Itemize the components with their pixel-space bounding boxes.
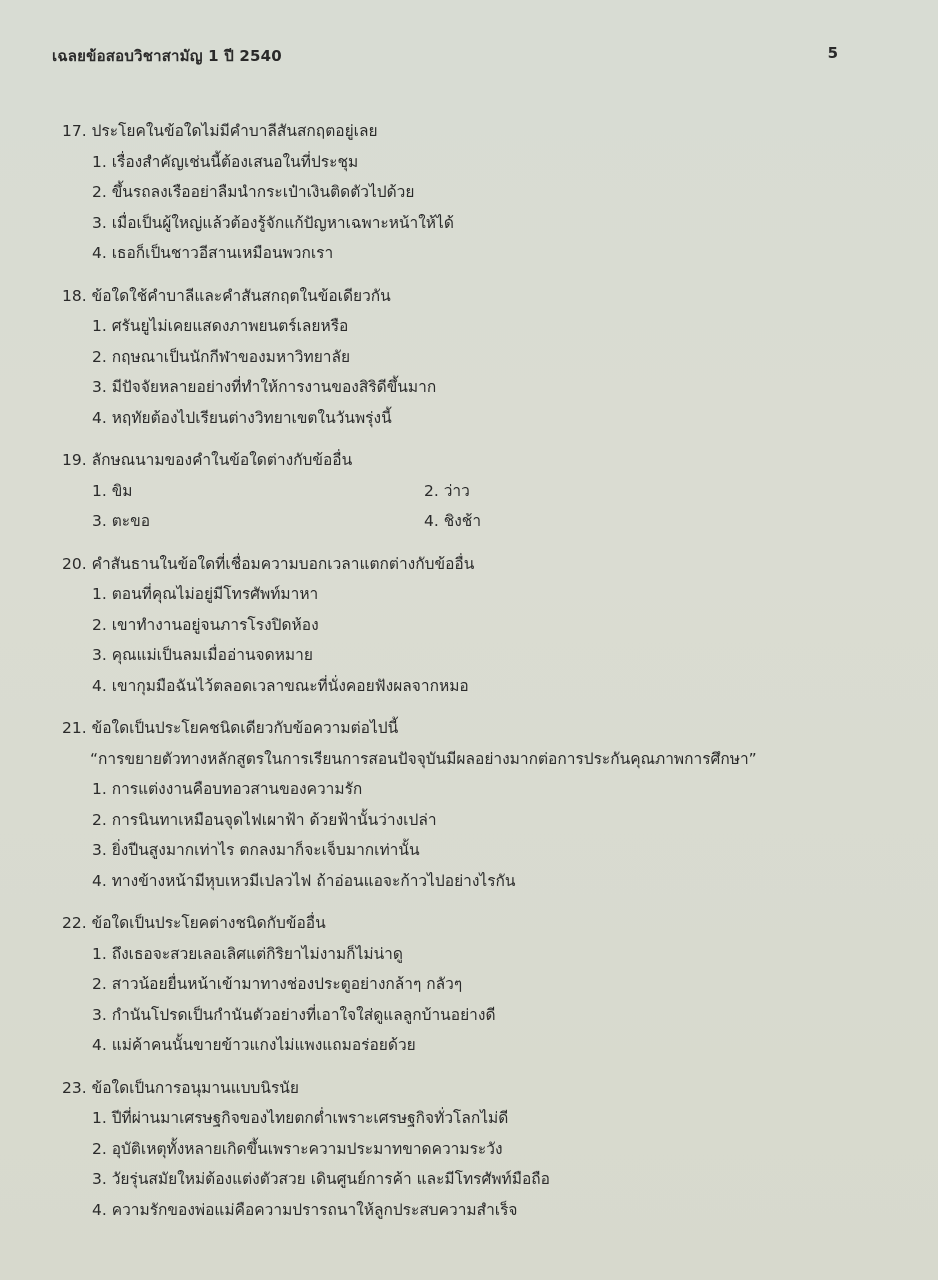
question-stem [62, 549, 892, 580]
question-stem [62, 1073, 892, 1104]
question-text: ประโยคในข้อใดไม่มีคำบาลีสันสกฤตอยู่เลย [91, 122, 378, 140]
question-17 [62, 116, 892, 269]
question-text: ข้อใดเป็นประโยคชนิดเดียวกับข้อความต่อไปนี้ [91, 719, 399, 737]
option-4: 4. เขากุมมือฉันไว้ตลอดเวลาขณะที่นั่งคอยฟังผลจากหมอ [92, 676, 469, 695]
option-2: 2. อุบัติเหตุทั้งหลายเกิดขึ้นเพราะความประมาทขาดความระวัง [92, 1139, 503, 1158]
question-text: ลักษณนามของคำในข้อใดต่างกับข้ออื่น [91, 451, 353, 469]
question-text: ข้อใดเป็นประโยคต่างชนิดกับข้ออื่น [91, 914, 326, 932]
question-stem [62, 713, 892, 744]
option-2: 2. ขึ้นรถลงเรืออย่าลืมนำกระเป๋าเงินติดตัวไปด้วย [92, 183, 415, 201]
option-3: 3. ตะขอ [92, 512, 151, 530]
option-4: 4. ชิงช้า [424, 512, 482, 530]
page-header [52, 44, 838, 70]
question-text: ข้อใดใช้คำบาลีและคำสันสกฤตในข้อเดียวกัน [91, 286, 391, 305]
question-18 [62, 281, 892, 434]
question-stem [62, 445, 892, 476]
option-1: 1. ตอนที่คุณไม่อยู่มีโทรศัพท์มาหา [92, 585, 319, 603]
page-number: 5 [827, 44, 838, 62]
question-21 [62, 713, 892, 896]
question-number: 19. [62, 451, 87, 469]
option-2: 2. ว่าว [424, 481, 470, 500]
question-number: 21. [62, 719, 87, 737]
option-3: 3. กำนันโปรดเป็นกำนันตัวอย่างที่เอาใจใส่ดูแลลูกบ้านอย่างดี [92, 1005, 496, 1024]
option-1: 1. การแต่งงานคือบทอวสานของความรัก [92, 780, 363, 798]
option-3: 3. ยิ่งปีนสูงมากเท่าไร ตกลงมาก็จะเจ็บมากเท่านั้น [92, 841, 420, 859]
question-20 [62, 549, 892, 702]
option-1: 1. ขิม [92, 481, 133, 500]
option-4: 4. ความรักของพ่อแม่คือความปรารถนาให้ลูกประสบความสำเร็จ [92, 1200, 518, 1219]
question-list [62, 116, 892, 1237]
question-number: 18. [62, 286, 87, 305]
option-3: 3. มีปัจจัยหลายอย่างที่ทำให้การงานของสิริดีขึ้นมาก [92, 378, 437, 396]
option-1: 1. ศรันยูไม่เคยแสดงภาพยนตร์เลยหรือ [92, 317, 349, 335]
question-stem [62, 908, 892, 939]
question-text: คำสันธานในข้อใดที่เชื่อมความบอกเวลาแตกต่างกับข้ออื่น [91, 554, 475, 573]
option-1: 1. เรื่องสำคัญเช่นนี้ต้องเสนอในที่ประชุม [92, 152, 359, 171]
option-2: 2. สาวน้อยยื่นหน้าเข้ามาทางช่องประตูอย่างกล้าๆ กลัวๆ [92, 975, 463, 993]
header-title: เฉลยข้อสอบวิชาสามัญ 1 ปี 2540 [52, 47, 282, 65]
question-stem [62, 116, 892, 147]
option-1: 1. ถึงเธอจะสวยเลอเลิศแต่กิริยาไม่งามก็ไม่น่าดู [92, 944, 403, 963]
question-22 [62, 908, 892, 1061]
option-4: 4. เธอก็เป็นชาวอีสานเหมือนพวกเรา [92, 244, 334, 262]
option-1: 1. ปีที่ผ่านมาเศรษฐกิจของไทยตกต่ำเพราะเศรษฐกิจทั่วโลกไม่ดี [92, 1109, 509, 1127]
option-2: 2. เขาทำงานอยู่จนภารโรงปิดห้อง [92, 615, 319, 634]
question-23 [62, 1073, 892, 1226]
option-4: 4. แม่ค้าคนนั้นขายข้าวแกงไม่แพงแถมอร่อยด้วย [92, 1036, 416, 1054]
question-quote: “การขยายตัวทางหลักสูตรในการเรียนการสอนปัจจุบันมีผลอย่างมากต่อการประกันคุณภาพการศึกษา” [90, 749, 757, 768]
option-4: 4. ทางข้างหน้ามีหุบเหวมีเปลวไฟ ถ้าอ่อนแอจะก้าวไปอย่างไรกัน [92, 871, 516, 890]
question-number: 20. [62, 554, 87, 573]
option-3: 3. วัยรุ่นสมัยใหม่ต้องแต่งตัวสวย เดินศูนย์การค้า และมีโทรศัพท์มือถือ [92, 1170, 550, 1188]
question-number: 22. [62, 914, 87, 932]
option-2: 2. กฤษณาเป็นนักกีฬาของมหาวิทยาลัย [92, 347, 351, 366]
question-stem [62, 281, 892, 312]
question-19 [62, 445, 892, 537]
question-number: 23. [62, 1078, 87, 1097]
option-3: 3. เมื่อเป็นผู้ใหญ่แล้วต้องรู้จักแก้ปัญหาเฉพาะหน้าให้ได้ [92, 213, 454, 232]
option-4: 4. หฤทัยต้องไปเรียนต่างวิทยาเขตในวันพรุ่งนี้ [92, 408, 392, 427]
question-number: 17. [62, 122, 87, 140]
option-grid [62, 476, 892, 537]
question-text: ข้อใดเป็นการอนุมานแบบนิรนัย [91, 1078, 299, 1097]
option-2: 2. การนินทาเหมือนจุดไฟเผาฟ้า ด้วยฟ้านั้นว่างเปล่า [92, 810, 437, 829]
option-3: 3. คุณแม่เป็นลมเมื่ออ่านจดหมาย [92, 646, 313, 664]
